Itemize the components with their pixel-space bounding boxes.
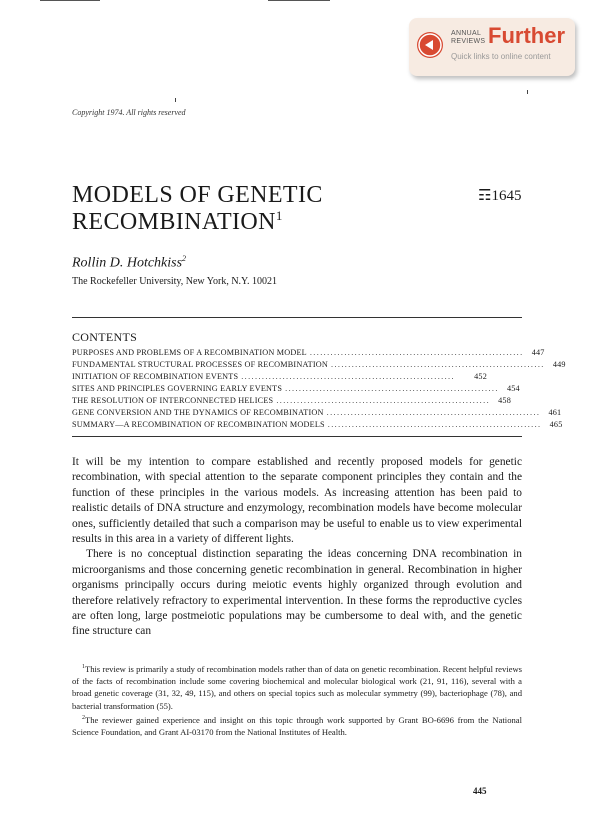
footnotes	[72, 661, 522, 739]
toc-entry-title: PURPOSES AND PROBLEMS OF A RECOMBINATION MODEL	[72, 348, 307, 357]
scan-speck	[527, 90, 528, 94]
author-footnote-mark: 2	[182, 254, 187, 263]
toc-leader-dots: ..............................................................	[331, 360, 545, 369]
badge-reviews-label: REVIEWS	[451, 38, 486, 45]
toc-entry	[72, 371, 487, 383]
toc-entry-page: 452	[474, 372, 487, 381]
divider-bottom	[72, 436, 522, 437]
toc-entry-title: FUNDAMENTAL STRUCTURAL PROCESSES OF RECOMBINATION	[72, 360, 329, 369]
toc-entry	[72, 395, 512, 407]
arrow-left-icon	[417, 32, 443, 58]
footnote-2	[72, 712, 522, 738]
author-affiliation: The Rockefeller University, New York, N.Y. 10021	[72, 276, 277, 287]
badge-annual-label: ANNUAL	[451, 30, 482, 37]
badge-further-label: Further	[488, 23, 565, 48]
author-name-text: Rollin D. Hotchkiss	[72, 255, 183, 271]
title-line-2: RECOMBINATION	[72, 209, 276, 235]
toc-entry	[72, 347, 545, 359]
toc-entry-title: THE RESOLUTION OF INTERCONNECTED HELICES	[72, 396, 274, 405]
toc-entry	[72, 407, 562, 419]
footnote-1-text: This review is primarily a study of recombination models rather than of data on genetic recombination. Recent helpful reviews of the facts of recombination include some covering biochemical and molecular biological work (21, 91, 116), several with a broad genetic coverage (31, 32, 49, 115), and others on special topics such as molecular symmetry (99), bacteriophage (78), and bacterial transformation (55).	[72, 663, 522, 711]
scan-edge-mark	[268, 0, 330, 1]
toc-entry-page: 465	[549, 420, 563, 429]
toc-entry-title: INITIATION OF RECOMBINATION EVENTS	[72, 372, 239, 381]
toc-leader-dots: ..............................................................	[285, 384, 499, 393]
toc-entry-page: 449	[552, 360, 566, 369]
toc-entry-page: 461	[548, 408, 562, 417]
badge-subtitle: Quick links to online content	[451, 52, 551, 61]
article-number-mark: ☶1645	[478, 188, 522, 204]
toc-entry-title: GENE CONVERSION AND THE DYNAMICS OF RECOMBINATION	[72, 408, 324, 417]
toc-entry-page: 447	[531, 348, 545, 357]
article-title	[72, 182, 392, 236]
toc-leader-dots: ..............................................................	[276, 396, 491, 405]
toc-entry-title: SITES AND PRINCIPLES GOVERNING EARLY EVENTS	[72, 384, 283, 393]
title-line-1: MODELS OF GENETIC	[72, 182, 323, 208]
scan-speck	[175, 98, 176, 102]
toc-leader-dots: ..............................................................	[327, 420, 542, 429]
body-paragraph-2: There is no conceptual distinction separating the ideas concerning DNA recombination in microorganisms and those concerning genetic recombination in general. Recombination in higher organisms principally occurs during meiotic events highly organized through evolution and therefore relatively refractory to experimental intervention. In these forms the reproductive cycles are often long, large postmeiotic populations may be cumbersome to deal with, and the genetic fine structure can	[72, 548, 522, 638]
toc-entry-title: SUMMARY—A RECOMBINATION OF RECOMBINATION MODELS	[72, 420, 325, 429]
article-body	[72, 455, 522, 640]
copyright-notice: Copyright 1974. All rights reserved	[72, 108, 186, 117]
footnote-1	[72, 661, 522, 712]
divider-top	[72, 317, 522, 318]
toc-entry-page: 454	[506, 384, 520, 393]
toc-entry	[72, 383, 520, 395]
footnote-2-text: The reviewer gained experience and insight on this topic through work supported by Grant BO-6696 from the National Science Foundation, and Grant AI-03170 from the National Institutes of Health.	[72, 714, 522, 738]
annual-reviews-further-badge[interactable]	[409, 18, 575, 76]
contents-heading: CONTENTS	[72, 330, 138, 344]
scan-edge-mark	[40, 0, 100, 1]
toc-entry	[72, 419, 563, 431]
table-of-contents	[72, 347, 566, 431]
author-name	[72, 254, 186, 272]
toc-entry-page: 458	[498, 396, 512, 405]
toc-entry	[72, 359, 566, 371]
footnote-2-mark: 2	[82, 715, 85, 722]
body-paragraph-1: It will be my intention to compare established and recently proposed models for genetic recombination, with special attention to the separate component principles they contain and the function of these principles in the various models. As increasing attention has been paid to realistic details of DNA structure and enzymology, recombination models have become molecular ones, sufficiently detailed that such a comparison may be useful to enable us to view experimental results in this area in a variety of different lights.	[72, 456, 522, 546]
toc-leader-dots: ..............................................................	[309, 348, 524, 357]
footnote-1-mark: 1	[82, 664, 85, 670]
toc-leader-dots: ..............................................................	[326, 408, 541, 417]
title-footnote-mark: 1	[275, 208, 283, 223]
page-number: 445	[473, 786, 487, 796]
toc-leader-dots: ..............................................................	[241, 372, 455, 381]
